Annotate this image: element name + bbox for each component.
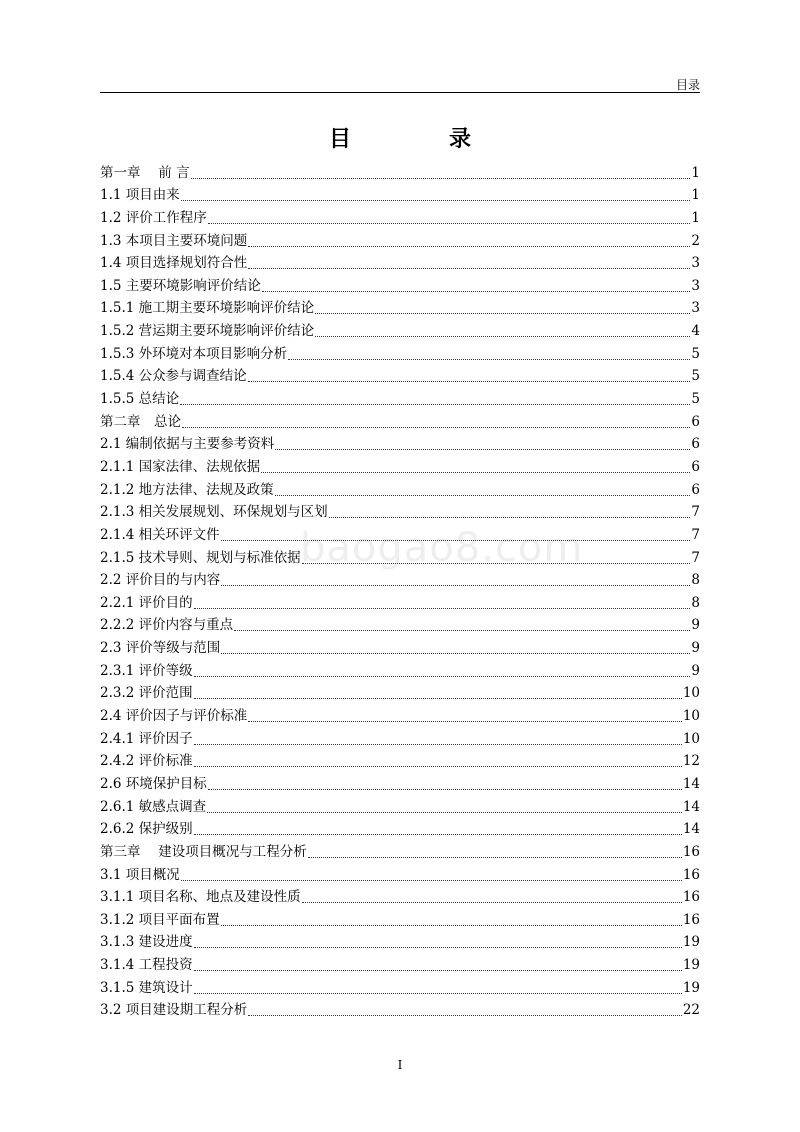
- toc-entry-page: 12: [682, 753, 700, 770]
- toc-entry-label: 2.1.3 相关发展规划、环保规划与区划: [100, 504, 328, 521]
- toc-entry-label: 2.3.2 评价范围: [100, 685, 193, 702]
- toc-entry-label: 3.1 项目概况: [100, 866, 180, 883]
- toc-dot-leader: [194, 977, 682, 994]
- toc-entry-page: 7: [691, 526, 700, 543]
- toc-entry-page: 6: [691, 481, 700, 498]
- page-number: I: [397, 1058, 403, 1072]
- toc-entry-page: 5: [691, 368, 700, 385]
- toc-entry-page: 22: [682, 1002, 700, 1019]
- toc-entry-page: 5: [691, 391, 700, 408]
- toc-entry[interactable]: [100, 272, 700, 295]
- toc-title: 目 录: [328, 126, 509, 152]
- toc-entry-page: 16: [682, 911, 700, 928]
- toc-entry-label: 第二章 总论: [100, 413, 181, 430]
- toc-entry[interactable]: [100, 974, 700, 997]
- toc-entry-label: 1.1 项目由来: [100, 187, 180, 204]
- toc-entry-page: 6: [691, 413, 700, 430]
- toc-entry[interactable]: [100, 250, 700, 273]
- toc-entry[interactable]: [100, 634, 700, 657]
- toc-entry[interactable]: [100, 363, 700, 386]
- toc-dot-leader: [208, 207, 691, 224]
- toc-dot-leader: [329, 501, 691, 518]
- toc-entry[interactable]: [100, 725, 700, 748]
- toc-dot-leader: [181, 864, 682, 881]
- toc-entry-page: 8: [691, 572, 700, 589]
- toc-dot-leader: [308, 841, 682, 858]
- toc-dot-leader: [191, 162, 691, 179]
- toc-dot-leader: [302, 886, 682, 903]
- toc-entry-page: 10: [682, 685, 700, 702]
- toc-entry-label: 1.5.4 公众参与调查结论: [100, 368, 247, 385]
- toc-entry-page: 3: [691, 255, 700, 272]
- toc-entry-label: 1.5.3 外环境对本项目影响分析: [100, 345, 288, 362]
- toc-entry-label: 3.2 项目建设期工程分析: [100, 1002, 248, 1019]
- toc-entry[interactable]: [100, 793, 700, 816]
- toc-entry-label: 1.5.2 营运期主要环境影响评价结论: [100, 323, 315, 340]
- toc-dot-leader: [221, 909, 682, 926]
- toc-entry[interactable]: [100, 612, 700, 635]
- toc-entry-page: 14: [682, 775, 700, 792]
- toc-entry-page: 8: [691, 594, 700, 611]
- toc-entry[interactable]: [100, 702, 700, 725]
- toc-entry[interactable]: [100, 838, 700, 861]
- toc-entry-label: 第三章 建设项目概况与工程分析: [100, 843, 307, 860]
- toc-entry-page: 10: [682, 730, 700, 747]
- toc-entry-page: 16: [682, 866, 700, 883]
- toc-entry-page: 9: [691, 662, 700, 679]
- toc-entry-page: 6: [691, 458, 700, 475]
- toc-entry[interactable]: [100, 340, 700, 363]
- toc-entry[interactable]: [100, 929, 700, 952]
- toc-entry-page: 10: [682, 708, 700, 725]
- toc-entry-label: 3.1.1 项目名称、地点及建设性质: [100, 889, 301, 906]
- toc-dot-leader: [275, 433, 690, 450]
- toc-dot-leader: [262, 275, 691, 292]
- toc-entry-label: 2.1.5 技术导则、规划与标准依据: [100, 549, 301, 566]
- toc-entry-label: 1.5 主要环境影响评价结论: [100, 277, 261, 294]
- toc-entry[interactable]: [100, 408, 700, 431]
- toc-entry-page: 1: [691, 164, 700, 181]
- toc-dot-leader: [180, 388, 690, 405]
- toc-entry-page: 3: [691, 300, 700, 317]
- toc-entry-page: 1: [691, 209, 700, 226]
- toc-dot-leader: [221, 569, 690, 586]
- toc-entry-page: 14: [682, 821, 700, 838]
- toc-entry[interactable]: [100, 680, 700, 703]
- toc-entry-page: 3: [691, 277, 700, 294]
- toc-entry[interactable]: [100, 453, 700, 476]
- toc-entry[interactable]: [100, 182, 700, 205]
- toc-entry-page: 6: [691, 436, 700, 453]
- toc-entry-label: 1.5.5 总结论: [100, 391, 180, 408]
- toc-dot-leader: [194, 750, 682, 767]
- toc-entry[interactable]: [100, 227, 700, 250]
- toc-dot-leader: [194, 954, 682, 971]
- toc-dot-leader: [194, 592, 691, 609]
- toc-entry-page: 7: [691, 549, 700, 566]
- toc-entry-page: 2: [691, 232, 700, 249]
- toc-dot-leader: [248, 705, 682, 722]
- toc-dot-leader: [207, 796, 682, 813]
- toc-entry-label: 2.4.2 评价标准: [100, 753, 193, 770]
- toc-entry-label: 2.3.1 评价等级: [100, 662, 193, 679]
- toc-dot-leader: [248, 230, 690, 247]
- toc-entry[interactable]: [100, 499, 700, 522]
- toc-entry-label: 2.1.2 地方法律、法规及政策: [100, 481, 274, 498]
- toc-entry-label: 2.1 编制依据与主要参考资料: [100, 436, 275, 453]
- toc-entry[interactable]: [100, 589, 700, 612]
- toc-entry-page: 7: [691, 504, 700, 521]
- toc-entry-label: 3.1.4 工程投资: [100, 957, 193, 974]
- toc-entry[interactable]: [100, 997, 700, 1020]
- toc-entry[interactable]: [100, 431, 700, 454]
- toc-entry-label: 2.2.2 评价内容与重点: [100, 617, 234, 634]
- toc-entry-label: 2.4.1 评价因子: [100, 730, 193, 747]
- watermark: baogao8.com: [300, 525, 584, 571]
- toc-entry-page: 19: [682, 934, 700, 951]
- toc-dot-leader: [182, 411, 690, 428]
- toc-entry-page: 9: [691, 640, 700, 657]
- toc-dot-leader: [248, 252, 690, 269]
- header-rule: [100, 92, 700, 93]
- toc-entry[interactable]: [100, 816, 700, 839]
- toc-entry[interactable]: [100, 951, 700, 974]
- toc-dot-leader: [194, 728, 682, 745]
- toc-entry-page: 5: [691, 345, 700, 362]
- toc-entry-label: 2.1.4 相关环评文件: [100, 526, 220, 543]
- toc-dot-leader: [208, 773, 682, 790]
- toc-entry-label: 2.2 评价目的与内容: [100, 572, 221, 589]
- toc-entry[interactable]: [100, 748, 700, 771]
- toc-dot-leader: [194, 931, 682, 948]
- toc-entry[interactable]: [100, 861, 700, 884]
- toc-entry-label: 3.1.2 项目平面布置: [100, 911, 220, 928]
- toc-entry-page: 9: [691, 617, 700, 634]
- toc-entry-label: 1.2 评价工作程序: [100, 209, 207, 226]
- toc-entry[interactable]: [100, 317, 700, 340]
- toc-dot-leader: [275, 479, 691, 496]
- toc-dot-leader: [221, 637, 690, 654]
- toc-dot-leader: [261, 456, 690, 473]
- toc-dot-leader: [181, 184, 691, 201]
- toc-entry-label: 1.5.1 施工期主要环境影响评价结论: [100, 300, 315, 317]
- toc-entry-label: 3.1.3 建设进度: [100, 934, 193, 951]
- toc-entry[interactable]: [100, 159, 700, 182]
- toc-entry-label: 2.2.1 评价目的: [100, 594, 193, 611]
- toc-dot-leader: [248, 365, 691, 382]
- toc-entry[interactable]: [100, 476, 700, 499]
- toc-entry-page: 14: [682, 798, 700, 815]
- toc-entry-label: 2.1.1 国家法律、法规依据: [100, 458, 261, 475]
- toc-dot-leader: [194, 682, 682, 699]
- running-header: 目录: [675, 78, 700, 92]
- toc-entry[interactable]: [100, 385, 700, 408]
- toc-entry-page: 4: [691, 323, 700, 340]
- toc-entry-label: 第一章 前 言: [100, 164, 190, 181]
- toc-entry-page: 16: [682, 889, 700, 906]
- toc-dot-leader: [315, 297, 690, 314]
- toc-entry[interactable]: [100, 204, 700, 227]
- toc-entry-page: 16: [682, 843, 700, 860]
- toc-entry[interactable]: [100, 295, 700, 318]
- toc-entry-label: 2.6.1 敏感点调查: [100, 798, 207, 815]
- toc-dot-leader: [194, 818, 682, 835]
- toc-entry-label: 2.6 环境保护目标: [100, 775, 207, 792]
- toc-dot-leader: [288, 343, 690, 360]
- toc-entry[interactable]: [100, 770, 700, 793]
- toc-entry[interactable]: [100, 657, 700, 680]
- table-of-contents: [100, 159, 700, 1019]
- toc-entry-page: 19: [682, 957, 700, 974]
- toc-entry[interactable]: [100, 884, 700, 907]
- toc-dot-leader: [234, 614, 690, 631]
- toc-entry-label: 2.4 评价因子与评价标准: [100, 708, 248, 725]
- toc-dot-leader: [248, 999, 682, 1016]
- toc-entry-page: 1: [691, 187, 700, 204]
- toc-entry-label: 2.3 评价等级与范围: [100, 640, 221, 657]
- toc-entry-label: 3.1.5 建筑设计: [100, 979, 193, 996]
- toc-entry-page: 19: [682, 979, 700, 996]
- toc-entry-label: 2.6.2 保护级别: [100, 821, 193, 838]
- toc-entry[interactable]: [100, 906, 700, 929]
- toc-entry-label: 1.4 项目选择规划符合性: [100, 255, 248, 272]
- toc-dot-leader: [194, 660, 691, 677]
- toc-dot-leader: [315, 320, 690, 337]
- toc-entry-label: 1.3 本项目主要环境问题: [100, 232, 248, 249]
